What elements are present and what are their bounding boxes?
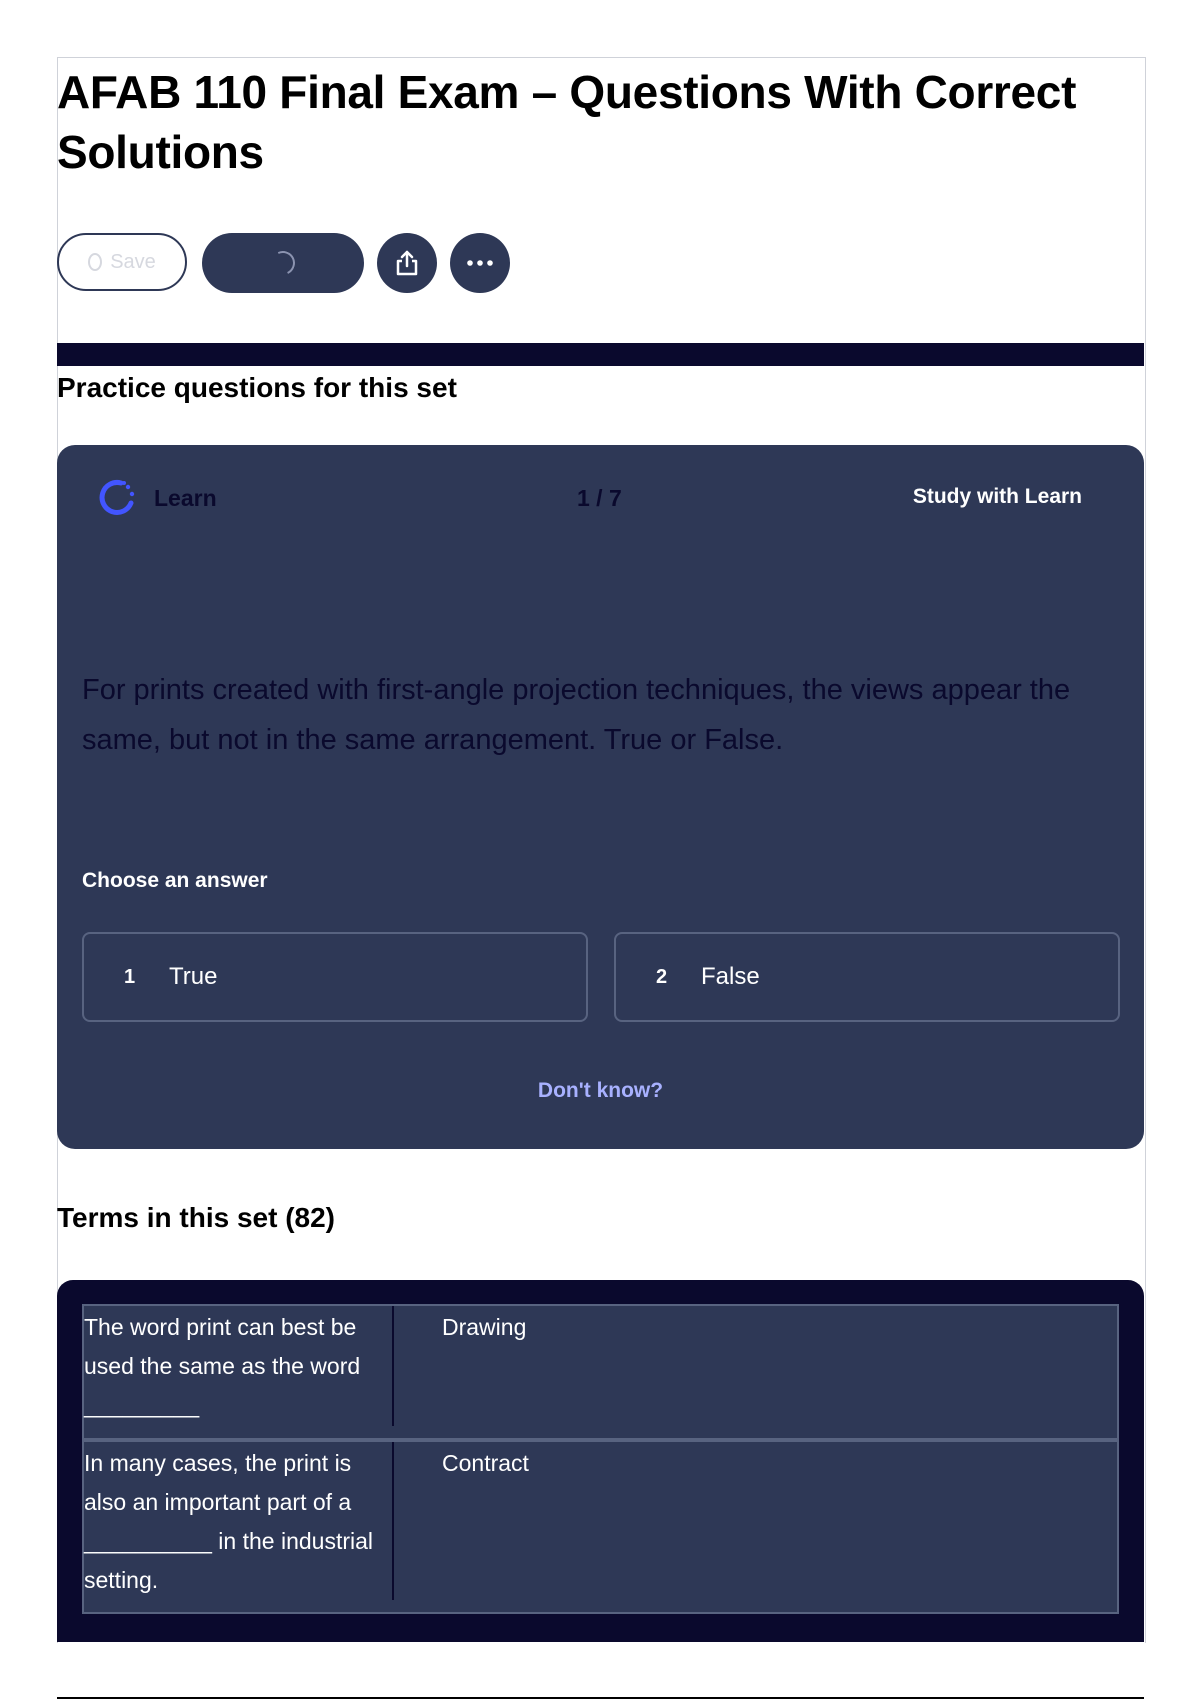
- practice-card-header: [57, 475, 1144, 519]
- term-text: The word print can best be used the same as the word _________: [84, 1306, 394, 1426]
- more-options-button[interactable]: [450, 233, 510, 293]
- page-bottom-rule: [57, 1697, 1144, 1699]
- bookmark-icon: [88, 253, 102, 271]
- share-button[interactable]: [377, 233, 437, 293]
- loading-button[interactable]: [202, 233, 364, 293]
- term-text: In many cases, the print is also an important part of a __________ in the industrial setting.: [84, 1442, 394, 1600]
- dont-know-button[interactable]: Don't know?: [537, 1079, 664, 1102]
- answer-option-false[interactable]: [614, 932, 1120, 1022]
- option-number: 1: [124, 965, 136, 988]
- definition-text: Drawing: [442, 1314, 527, 1340]
- choose-answer-label: Choose an answer: [82, 869, 268, 892]
- more-horizontal-icon: [466, 259, 494, 267]
- learn-mode-label: Learn: [154, 485, 217, 511]
- term-row[interactable]: [82, 1440, 1119, 1614]
- share-icon: [394, 249, 420, 277]
- practice-card: [57, 445, 1144, 1149]
- learn-mode-icon: [97, 477, 137, 517]
- question-text: For prints created with first-angle projection techniques, the views appear the same, but not in the same arrangement. True or False.: [82, 674, 1071, 756]
- study-with-learn-link[interactable]: Study with Learn: [912, 485, 1082, 508]
- terms-card: [57, 1280, 1144, 1642]
- dont-know-link: [57, 1079, 1144, 1103]
- question-progress: 1 / 7: [577, 485, 622, 511]
- page-title: AFAB 110 Final Exam – Questions With Correct Solutions: [57, 66, 1077, 178]
- practice-heading: Practice questions for this set: [57, 372, 457, 403]
- term-row[interactable]: [82, 1304, 1119, 1440]
- save-button[interactable]: [57, 233, 187, 291]
- terms-heading: Terms in this set (82): [57, 1202, 336, 1233]
- save-label: Save: [110, 250, 156, 273]
- option-number: 2: [656, 965, 668, 988]
- spinner-icon: [268, 248, 299, 279]
- section-divider: [57, 343, 1144, 366]
- terms-table: [82, 1304, 1119, 1614]
- answer-option-true[interactable]: [82, 932, 588, 1022]
- option-text: True: [169, 963, 218, 990]
- definition-text: Contract: [442, 1450, 529, 1476]
- option-text: False: [701, 963, 760, 990]
